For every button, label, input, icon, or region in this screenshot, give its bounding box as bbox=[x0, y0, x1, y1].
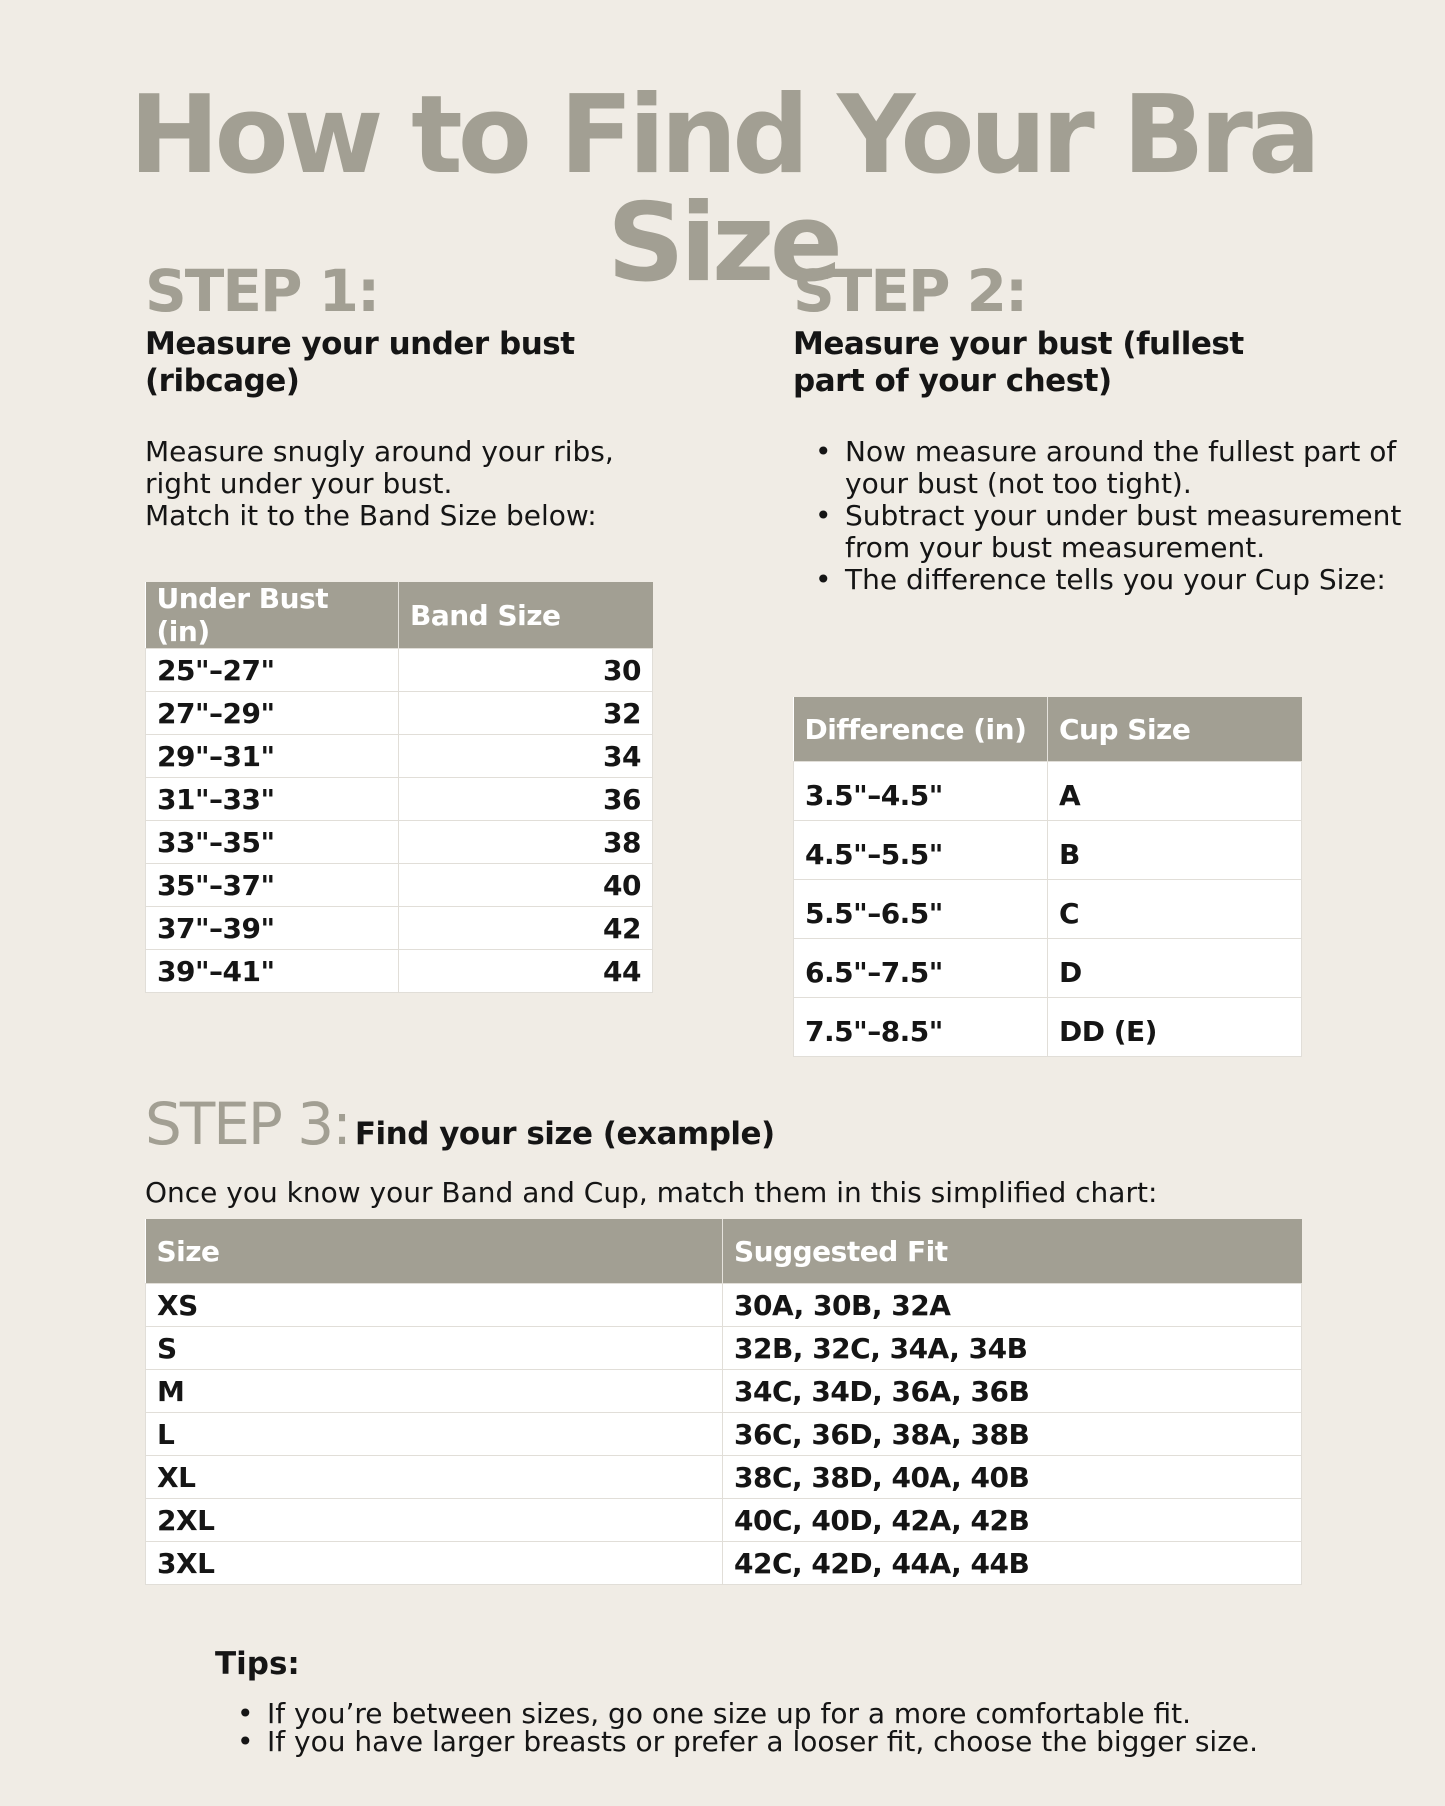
difference-cell: 7.5"–8.5" bbox=[794, 998, 1048, 1057]
step3-label: STEP 3: bbox=[145, 1090, 350, 1158]
band-size-cell: 30 bbox=[399, 649, 653, 692]
table-row bbox=[146, 1499, 1302, 1542]
band-size-cell: 38 bbox=[399, 821, 653, 864]
band-size-cell: 34 bbox=[399, 735, 653, 778]
cup-size-cell: D bbox=[1048, 939, 1302, 998]
under-bust-cell: 27"–29" bbox=[146, 692, 399, 735]
difference-cell: 4.5"–5.5" bbox=[794, 821, 1048, 880]
size-cell: 2XL bbox=[146, 1499, 723, 1542]
size-cell: M bbox=[146, 1370, 723, 1413]
suggested-fit-cell: 42C, 42D, 44A, 44B bbox=[723, 1542, 1302, 1585]
table-row bbox=[146, 692, 653, 735]
size-cell: 3XL bbox=[146, 1542, 723, 1585]
cup-size-cell: DD (E) bbox=[1048, 998, 1302, 1057]
step1-line: right under your bust. bbox=[145, 467, 453, 500]
table-row bbox=[146, 778, 653, 821]
column-header: Cup Size bbox=[1048, 697, 1302, 762]
suggested-fit-cell: 36C, 36D, 38A, 38B bbox=[723, 1413, 1302, 1456]
under-bust-cell: 25"–27" bbox=[146, 649, 399, 692]
list-item: • Now measure around the fullest part of your bust (not too tight). bbox=[845, 436, 1405, 500]
table-row bbox=[146, 1370, 1302, 1413]
band-size-cell: 40 bbox=[399, 864, 653, 907]
cup-size-table bbox=[793, 697, 1302, 1057]
band-size-cell: 32 bbox=[399, 692, 653, 735]
table-row bbox=[146, 1284, 1302, 1327]
band-size-cell: 42 bbox=[399, 907, 653, 950]
table-row bbox=[794, 998, 1302, 1057]
difference-cell: 6.5"–7.5" bbox=[794, 939, 1048, 998]
step1-label: STEP 1: bbox=[145, 257, 379, 325]
table-row bbox=[146, 821, 653, 864]
list-item: • The difference tells you your Cup Size: bbox=[845, 564, 1405, 596]
step1-line: Match it to the Band Size below: bbox=[145, 499, 597, 532]
size-cell: XS bbox=[146, 1284, 723, 1327]
band-size-cell: 36 bbox=[399, 778, 653, 821]
suggested-fit-cell: 40C, 40D, 42A, 42B bbox=[723, 1499, 1302, 1542]
step3-heading: Find your size (example) bbox=[354, 1116, 775, 1152]
column-header: Size bbox=[146, 1219, 723, 1284]
cup-size-cell: B bbox=[1048, 821, 1302, 880]
table-header-row bbox=[146, 582, 653, 649]
step3-intro: Once you know your Band and Cup, match them in this simplified chart: bbox=[145, 1176, 1158, 1209]
band-size-cell: 44 bbox=[399, 950, 653, 993]
size-cell: L bbox=[146, 1413, 723, 1456]
list-item: • If you’re between sizes, go one size up for a more comfortable fit. bbox=[267, 1700, 1367, 1728]
table-row bbox=[146, 1456, 1302, 1499]
tips-title: Tips: bbox=[215, 1646, 300, 1682]
table-header-row bbox=[794, 697, 1302, 762]
step2-instructions bbox=[793, 436, 1405, 596]
size-cell: S bbox=[146, 1327, 723, 1370]
table-row bbox=[146, 1542, 1302, 1585]
under-bust-cell: 35"–37" bbox=[146, 864, 399, 907]
step2-heading: Measure your bust (fullest part of your chest) bbox=[793, 326, 1244, 400]
table-row bbox=[146, 907, 653, 950]
list-item: • Subtract your under bust measurement from your bust measurement. bbox=[845, 500, 1405, 564]
table-row bbox=[794, 762, 1302, 821]
table-row bbox=[146, 735, 653, 778]
under-bust-cell: 29"–31" bbox=[146, 735, 399, 778]
step2-label: STEP 2: bbox=[793, 257, 1027, 325]
table-row bbox=[794, 821, 1302, 880]
table-row bbox=[146, 864, 653, 907]
size-cell: XL bbox=[146, 1456, 723, 1499]
table-row bbox=[146, 1327, 1302, 1370]
table-row bbox=[146, 1413, 1302, 1456]
cup-size-cell: C bbox=[1048, 880, 1302, 939]
list-item: • If you have larger breasts or prefer a looser fit, choose the bigger size. bbox=[267, 1728, 1367, 1756]
under-bust-cell: 39"–41" bbox=[146, 950, 399, 993]
step1-line: Measure snugly around your ribs, bbox=[145, 435, 614, 468]
table-row bbox=[794, 880, 1302, 939]
difference-cell: 5.5"–6.5" bbox=[794, 880, 1048, 939]
column-header: Band Size bbox=[399, 582, 653, 649]
suggested-fit-cell: 34C, 34D, 36A, 36B bbox=[723, 1370, 1302, 1413]
suggested-fit-cell: 32B, 32C, 34A, 34B bbox=[723, 1327, 1302, 1370]
step1-section bbox=[145, 257, 705, 400]
suggested-fit-cell: 30A, 30B, 32A bbox=[723, 1284, 1302, 1327]
column-header: Suggested Fit bbox=[723, 1219, 1302, 1284]
step3-heading-row bbox=[145, 1090, 1345, 1158]
difference-cell: 3.5"–4.5" bbox=[794, 762, 1048, 821]
page-title: How to Find Your Bra Size bbox=[129, 73, 1316, 306]
column-header: Difference (in) bbox=[794, 697, 1048, 762]
step1-instructions bbox=[145, 436, 705, 532]
band-size-table bbox=[145, 582, 653, 993]
step1-heading: Measure your under bust (ribcage) bbox=[145, 326, 575, 400]
under-bust-cell: 31"–33" bbox=[146, 778, 399, 821]
column-header: Under Bust (in) bbox=[146, 582, 399, 649]
table-header-row bbox=[146, 1219, 1302, 1284]
step2-section bbox=[793, 257, 1353, 400]
cup-size-cell: A bbox=[1048, 762, 1302, 821]
tips-list bbox=[215, 1697, 1367, 1758]
table-row bbox=[794, 939, 1302, 998]
under-bust-cell: 37"–39" bbox=[146, 907, 399, 950]
table-row bbox=[146, 950, 653, 993]
under-bust-cell: 33"–35" bbox=[146, 821, 399, 864]
size-chart-table bbox=[145, 1219, 1302, 1585]
table-row bbox=[146, 649, 653, 692]
suggested-fit-cell: 38C, 38D, 40A, 40B bbox=[723, 1456, 1302, 1499]
